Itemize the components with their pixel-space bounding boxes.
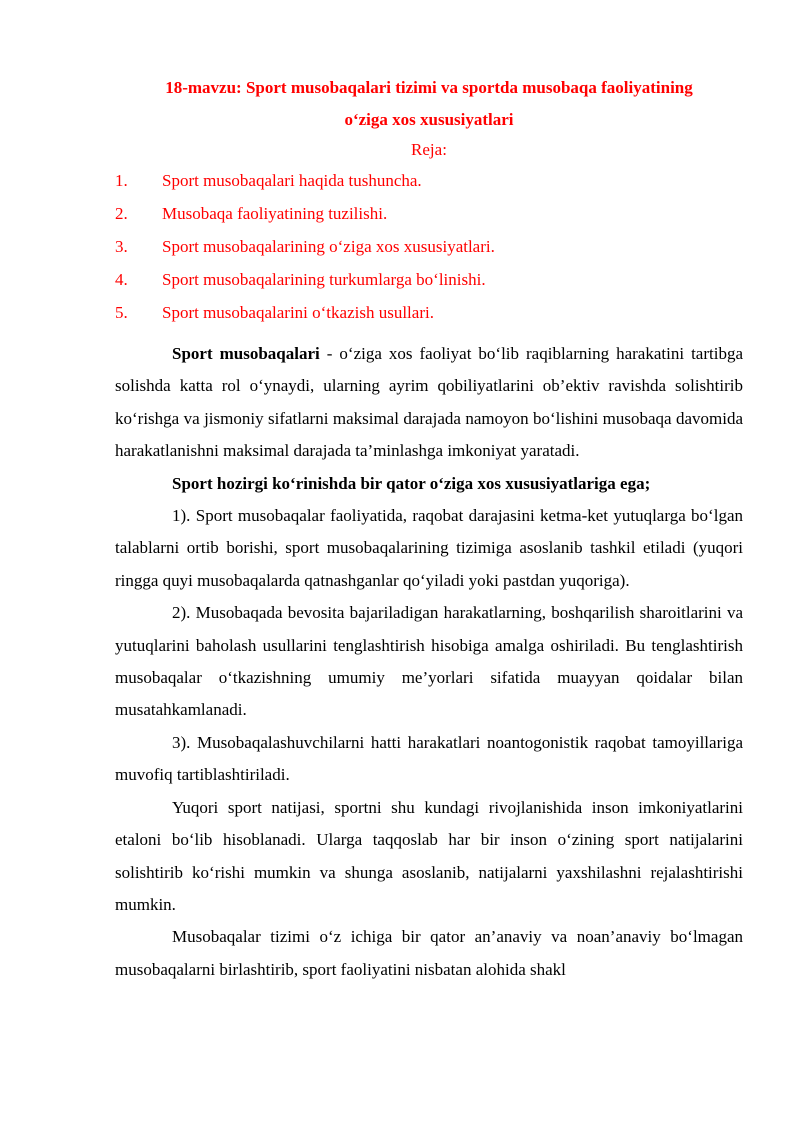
paragraph-feature-3: 3). Musobaqalashuvchilarni hatti harakatlari noantogonistik raqobat tamoyillariga muvofiq tartiblashtiriladi. (115, 732, 743, 785)
title-line-1: 18-mavzu: Sport musobaqalari tizimi va sportda musobaqa faoliyatining (165, 78, 693, 97)
plan-item-number: 4. (115, 270, 128, 289)
document-page (115, 72, 743, 986)
plan-item (115, 263, 743, 296)
plan-item-text: Sport musobaqalarining turkumlarga bo‘linishi. (162, 270, 486, 289)
term-sport-musobaqalari: Sport musobaqalari (172, 344, 320, 363)
plan-item-text: Sport musobaqalari haqida tushuncha. (162, 171, 422, 190)
plan-item (115, 230, 743, 263)
plan-item (115, 164, 743, 197)
paragraph-feature-1: 1). Sport musobaqalar faoliyatida, raqobat darajasini ketma-ket yutuqlarga bo‘lgan talablarni ortib borishi, sport musobaqalarining tizimiga asoslanib tashkil etiladi (yuqori ringga quyi musobaqalarda qatnashganlar qo‘yiladi yoki pastdan yuqoriga). (115, 506, 743, 590)
plan-heading: Reja: (411, 140, 447, 159)
paragraph-results: Yuqori sport natijasi, sportni shu kundagi rivojlanishida inson imkoniyatlarini etaloni bo‘lib hisoblanadi. Ularga taqqoslab har bir inson o‘zining sport natijalarini solishtirib ko‘rishi mumkin va shunga asoslanib, natijalarni yaxshilashni rejalashtirishi mumkin. (115, 797, 743, 914)
plan-item-number: 5. (115, 303, 128, 322)
plan-item-number: 1. (115, 171, 128, 190)
plan-item (115, 296, 743, 329)
plan-item-number: 2. (115, 204, 128, 223)
paragraph-definition (115, 338, 743, 468)
definition-text: - o‘ziga xos faoliyat bo‘lib raqiblarning harakatini tartibga solishda katta rol o‘ynaydi, ularning ayrim qobiliyatlarini ob’ektiv ravishda solishtirib ko‘rishga va jismoniy sifatlarni maksimal darajada namoyon bo‘lishini musobaqa davomida harakatlanishni maksimal darajada ta’minlashga imkoniyat yaratadi. (115, 344, 743, 461)
plan-item (115, 197, 743, 230)
plan-item-text: Sport musobaqalarining o‘ziga xos xususiyatlari. (162, 237, 495, 256)
title-line-2: o‘ziga xos xususiyatlari (344, 110, 514, 129)
plan-list (115, 164, 743, 329)
document-title (115, 72, 743, 136)
plan-item-text: Sport musobaqalarini o‘tkazish usullari. (162, 303, 434, 322)
plan-item-number: 3. (115, 237, 128, 256)
plan-item-text: Musobaqa faoliyatining tuzilishi. (162, 204, 388, 223)
paragraph-feature-2: 2). Musobaqada bevosita bajariladigan harakatlarning, boshqarilish sharoitlarini va yutuqlarini baholash usullarini tenglashtirish hisobiga amalga oshiriladi. Bu tenglashtirish musobaqalar o‘tkazishning umumiy me’yorlari sifatida muayyan qoidalar bilan musatahkamlanadi. (115, 603, 743, 720)
paragraph-system: Musobaqalar tizimi o‘z ichiga bir qator an’anaviy va noan’anaviy bo‘lmagan musobaqalarni birlashtirib, sport faoliyatini nisbatan alohida shakl (115, 927, 743, 979)
section-heading: Sport hozirgi ko‘rinishda bir qator o‘ziga xos xususiyatlariga ega; (172, 473, 651, 493)
document-body (115, 338, 743, 986)
